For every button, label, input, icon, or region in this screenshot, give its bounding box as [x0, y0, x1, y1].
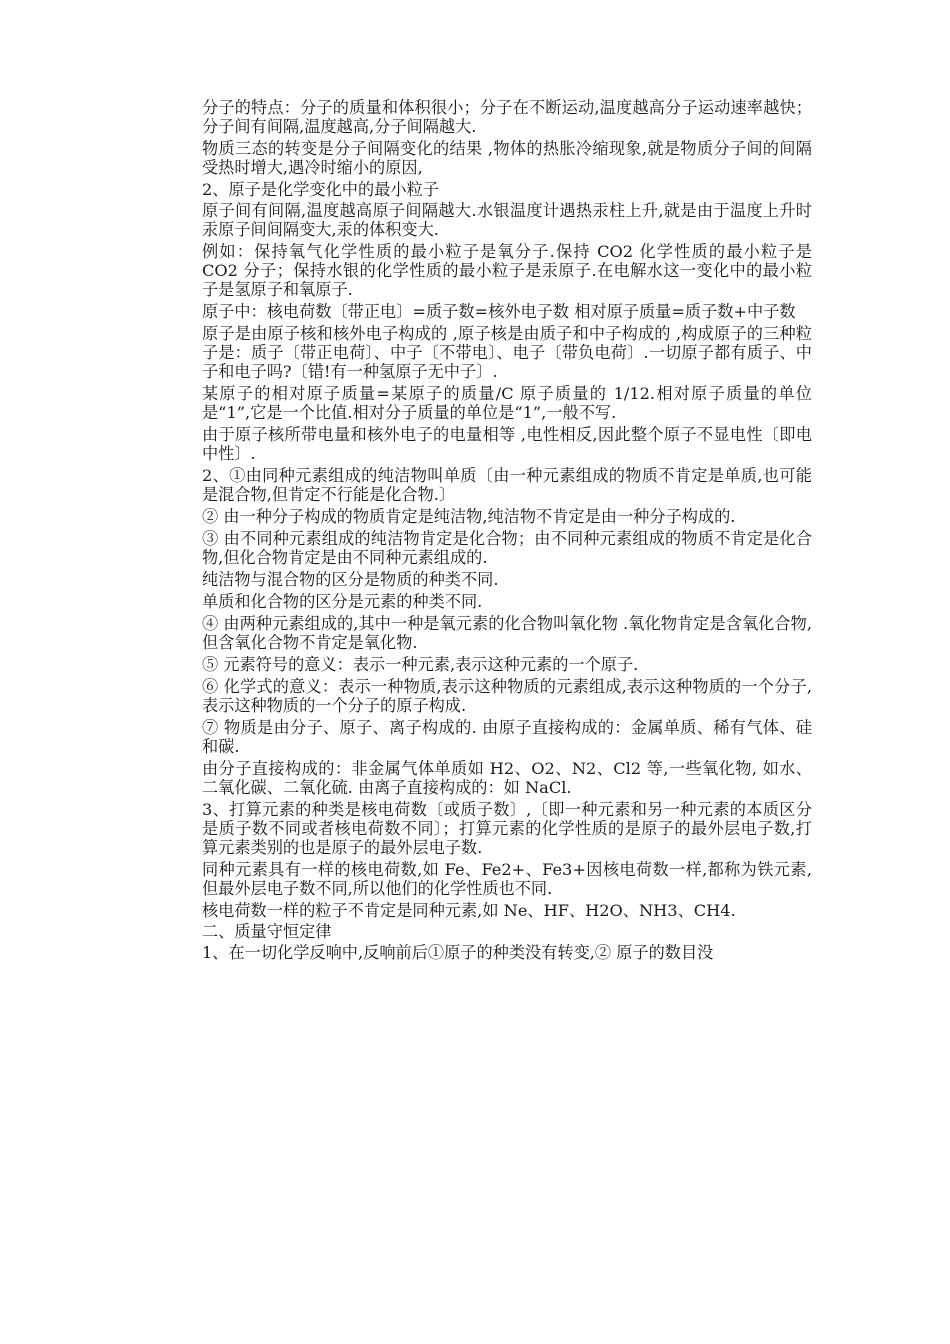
heading-mass-conservation: 二、质量守恒定律 [202, 922, 332, 941]
paragraph-molecule-features: 分子的特点：分子的质量和体积很小；分子在不断运动,温度越高分子运动速率越快；分子间有间隔,温度越高,分子间隔越大. [202, 98, 812, 136]
paragraph-chemical-reaction: 1、在一切化学反响中,反响前后①原子的种类没有转变,② 原子的数目没 [202, 943, 714, 962]
paragraph-examples: 例如：保持氧气化学性质的最小粒子是氧分子.保持 CO2 化学性质的最小粒子是 CO2 分子；保持水银的化学性质的最小粒子是汞原子.在电解水这一变化中的最小粒子是氢原子和氧原子. [202, 242, 812, 299]
document-body [202, 98, 812, 965]
paragraph-element-type: 3、打算元素的种类是核电荷数〔或质子数〕,〔即一种元素和另一种元素的本质区分是质子数不同或者核电荷数不同〕；打算元素的化学性质的是原子的最外层电子数,打算元素类别的也是原子的最外层电子数. [202, 800, 812, 857]
paragraph-oxide: ④ 由两种元素组成的,其中一种是氧元素的化合物叫氧化物 .氧化物肯定是含氧化合物,但含氧化合物不肯定是氧化物. [202, 614, 812, 652]
paragraph-element-substance: 2、①由同种元素组成的纯洁物叫单质〔由一种元素组成的物质不肯定是单质,也可能是混合物,但肯定不行能是化合物.〕 [202, 466, 812, 504]
paragraph-compound: ③ 由不同种元素组成的纯洁物肯定是化合物；由不同种元素组成的物质不肯定是化合物,但化合物肯定是由不同种元素组成的. [202, 529, 812, 567]
paragraph-chemical-formula: ⑥ 化学式的意义：表示一种物质,表示这种物质的元素组成,表示这种物质的一个分子,表示这种物质的一个分子的原子构成. [202, 677, 812, 715]
paragraph-molecular-substances: 由分子直接构成的：非金属气体单质如 H2、O2、N2、Cl2 等,一些氧化物, 如水、二氧化碳、二氧化硫. 由离子直接构成的：如 NaCl. [202, 759, 812, 797]
paragraph-element-vs-compound: 单质和化合物的区分是元素的种类不同. [202, 592, 483, 611]
paragraph-atom-spacing: 原子间有间隔,温度越高原子间隔越大.水银温度计遇热汞柱上升,就是由于温度上升时汞原子间间隔变大,汞的体积变大. [202, 201, 812, 239]
paragraph-substance-composition: ⑦ 物质是由分子、原子、离子构成的. 由原子直接构成的：金属单质、稀有气体、硅和碳. [202, 718, 812, 756]
paragraph-atom-structure: 原子是由原子核和核外电子构成的 ,原子核是由质子和中子构成的 ,构成原子的三种粒子是：质子〔带正电荷〕、中子〔不带电〕、电子〔带负电荷〕.一切原子都有质子、中子和电子吗?〔错!有一种氢原子无中子〕. [202, 324, 812, 381]
paragraph-electric-neutral: 由于原子核所带电量和核外电子的电量相等 ,电性相反,因此整个原子不显电性〔即电中性〕. [202, 425, 812, 463]
paragraph-iron-ions: 同种元素具有一样的核电荷数,如 Fe、Fe2+、Fe3+因核电荷数一样,都称为铁元素,但最外层电子数不同,所以他们的化学性质也不同. [202, 860, 812, 898]
heading-atom-smallest-particle: 2、原子是化学变化中的最小粒子 [202, 180, 439, 199]
paragraph-element-symbol: ⑤ 元素符号的意义：表示一种元素,表示这种元素的一个原子. [202, 655, 639, 674]
paragraph-three-states: 物质三态的转变是分子间隔变化的结果 ,物体的热胀冷缩现象,就是物质分子间的间隔受热时增大,遇冷时缩小的原因, [202, 139, 812, 177]
paragraph-same-charge: 核电荷数一样的粒子不肯定是同种元素,如 Ne、HF、H2O、NH3、CH4. [202, 901, 736, 920]
paragraph-pure-substance: ② 由一种分子构成的物质肯定是纯洁物,纯洁物不肯定是由一种分子构成的. [202, 507, 736, 526]
paragraph-relative-mass: 某原子的相对原子质量=某原子的质量/C 原子质量的 1/12.相对原子质量的单位是“1”,它是一个比值.相对分子质量的单位是“1”,一般不写. [202, 384, 812, 422]
paragraph-pure-vs-mixture: 纯洁物与混合物的区分是物质的种类不同. [202, 570, 499, 589]
paragraph-nuclear-charge: 原子中：核电荷数〔带正电〕=质子数=核外电子数 相对原子质量=质子数+中子数 [202, 302, 796, 321]
